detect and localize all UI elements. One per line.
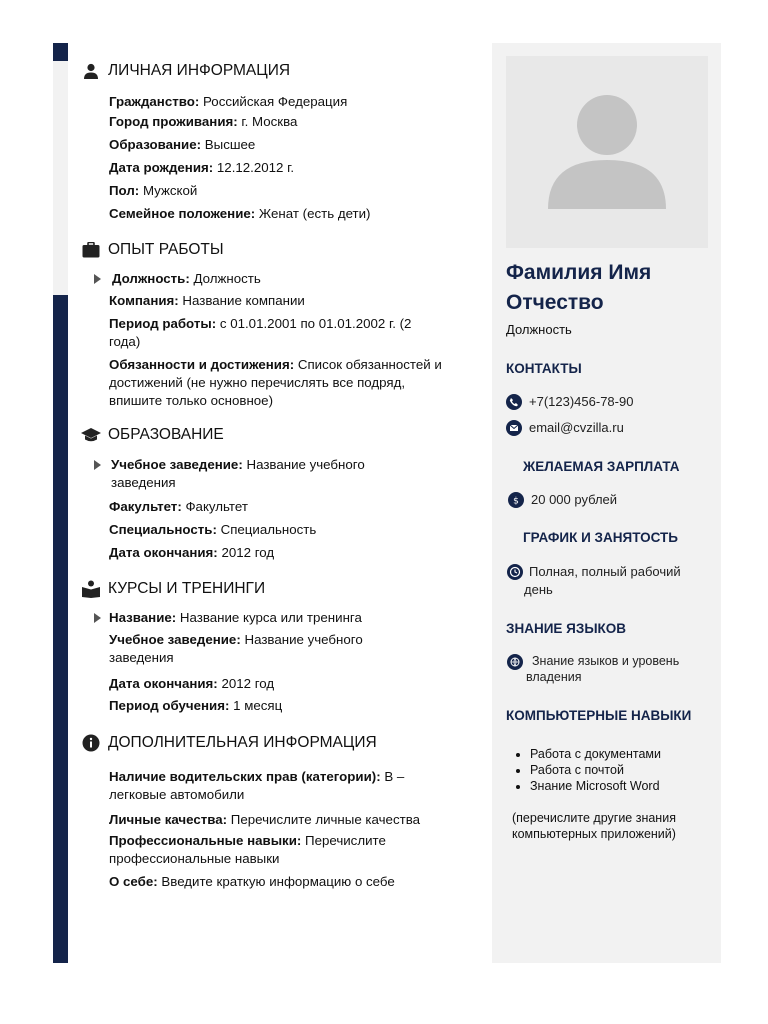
money-icon <box>508 492 524 508</box>
row-specialty: Специальность: Специальность <box>109 522 317 537</box>
row-institution: Учебное заведение: Название учебного заведения <box>111 457 365 490</box>
row-citizenship: Гражданство: Российская Федерация <box>109 94 348 109</box>
section-title: ДОПОЛНИТЕЛЬНАЯ ИНФОРМАЦИЯ <box>80 733 480 753</box>
schedule-heading: ГРАФИК И ЗАНЯТОСТЬ <box>523 530 678 545</box>
row-education-level: Образование: Высшее <box>109 137 256 152</box>
section-title: КУРСЫ И ТРЕНИНГИ <box>80 579 480 599</box>
salary-value: 20 000 рублей <box>531 492 618 507</box>
section-personal <box>80 61 480 221</box>
row-graduation-date: Дата окончания: 2012 год <box>109 545 275 560</box>
row-course-institution: Учебное заведение: Название учебного заведения <box>109 632 363 665</box>
svg-text:$: $ <box>513 496 519 507</box>
graduation-cap-icon <box>80 425 102 445</box>
job-title: Должность <box>506 322 572 337</box>
envelope-icon <box>506 420 522 436</box>
row-work-period: Период работы: с 01.01.2001 по 01.01.2002 г. (2 года) <box>109 316 412 349</box>
list-item: • Знание Microsoft Word <box>530 778 661 794</box>
row-personal-qualities: Личные качества: Перечислите личные качества <box>109 812 421 827</box>
languages-heading: ЗНАНИЕ ЯЗЫКОВ <box>506 621 627 636</box>
section-title: ОПЫТ РАБОТЫ <box>80 240 480 260</box>
phone-number: +7(123)456-78-90 <box>529 394 634 409</box>
reading-book-icon <box>80 579 102 599</box>
row-course-period: Период обучения: 1 месяц <box>109 698 283 713</box>
row-birth-date: Дата рождения: 12.12.2012 г. <box>109 160 295 175</box>
globe-icon <box>507 654 523 670</box>
row-marital-status: Семейное положение: Женат (есть дети) <box>109 206 371 221</box>
computer-skills-heading: КОМПЬЮТЕРНЫЕ НАВЫКИ <box>506 708 692 723</box>
phone-icon <box>506 394 522 410</box>
list-item: • Работа с документами <box>530 746 661 762</box>
row-professional-skills: Профессиональные навыки: Перечислите профессиональные навыки <box>109 833 386 866</box>
languages-value: Знание языков и уровень владения <box>526 654 680 684</box>
row-city: Город проживания: г. Москва <box>109 114 298 129</box>
row-duties: Обязанности и достижения: Список обязанностей и достижений (не нужно перечислять все подряд, впишите только основное) <box>109 357 442 408</box>
person-icon <box>80 61 102 81</box>
bullet-triangle-icon <box>94 460 101 470</box>
left-accent-bar-top <box>53 43 68 61</box>
section-experience <box>80 240 480 408</box>
row-driving-license: Наличие водительских прав (категории): В – легковые автомобили <box>109 769 405 802</box>
row-gender: Пол: Мужской <box>109 183 198 198</box>
row-position: Должность: Должность <box>112 271 261 286</box>
profile-photo-placeholder <box>506 56 708 248</box>
clock-icon <box>507 564 523 580</box>
left-accent-bar-bottom <box>53 295 68 963</box>
list-item: • Работа с почтой <box>530 762 661 778</box>
row-course-end-date: Дата окончания: 2012 год <box>109 676 275 691</box>
bullet-triangle-icon <box>94 274 101 284</box>
section-courses <box>80 579 480 713</box>
avatar-silhouette-icon <box>506 56 708 248</box>
full-name: Фамилия Имя Отчество <box>506 261 652 314</box>
email-address: email@cvzilla.ru <box>529 420 624 435</box>
row-faculty: Факультет: Факультет <box>109 499 248 514</box>
section-additional <box>80 733 480 889</box>
bullet-triangle-icon <box>94 613 101 623</box>
section-title: ОБРАЗОВАНИЕ <box>80 425 480 445</box>
info-icon <box>80 733 102 753</box>
left-accent-bar-gray <box>53 61 68 295</box>
row-about: О себе: Введите краткую информацию о себе <box>109 874 395 889</box>
computer-skills-note: (перечислите другие знания компьютерных приложений) <box>512 811 676 841</box>
section-education <box>80 425 480 560</box>
computer-skills-list <box>506 746 661 794</box>
salary-heading: ЖЕЛАЕМАЯ ЗАРПЛАТА <box>523 459 680 474</box>
row-course-name: Название: Название курса или тренинга <box>109 610 362 625</box>
row-company: Компания: Название компании <box>109 293 305 308</box>
briefcase-icon <box>80 240 102 260</box>
contacts-heading: КОНТАКТЫ <box>506 361 582 376</box>
section-title: ЛИЧНАЯ ИНФОРМАЦИЯ <box>80 61 480 81</box>
schedule-value: Полная, полный рабочий день <box>524 564 681 597</box>
